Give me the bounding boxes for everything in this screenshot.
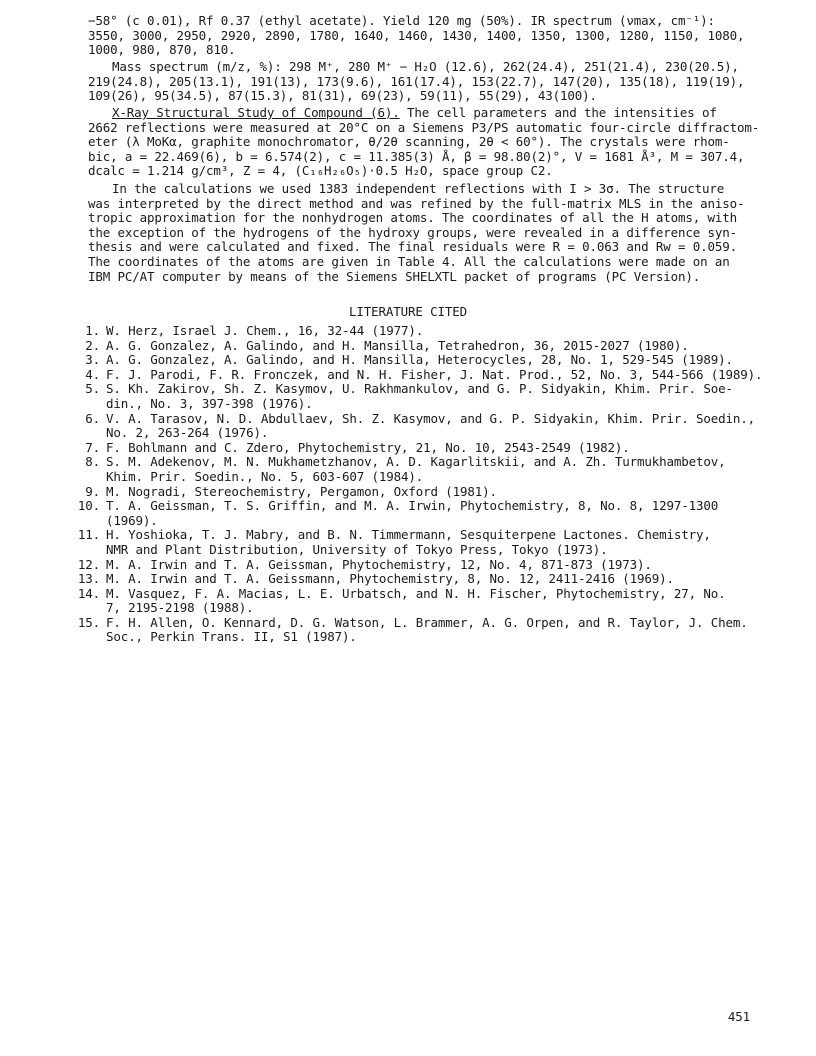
text-line: bic, a = 22.469(6), b = 6.574(2), c = 11.385(3) Å, β = 98.80(2)°, V = 1681 Å³, M = 307.4,	[88, 148, 745, 164]
ir-spectrum-paragraph	[88, 14, 763, 58]
reference-item	[60, 382, 780, 411]
reference-line: W. Herz, Israel J. Chem., 16, 32-44 (1977).	[106, 323, 424, 338]
reference-item	[60, 616, 780, 645]
page-number: 451	[727, 1009, 750, 1024]
text-line: IBM PC/AT computer by means of the Siemens SHELXTL packet of programs (PC Version).	[88, 268, 701, 284]
reference-line: Soc., Perkin Trans. II, S1 (1987).	[106, 629, 357, 645]
reference-text	[100, 368, 762, 383]
reference-line: M. Nogradi, Stereochemistry, Pergamon, Oxford (1981).	[106, 483, 497, 499]
reference-line: M. Vasquez, F. A. Macias, L. E. Urbatsch, and N. H. Fischer, Phytochemistry, 27, No.	[106, 585, 726, 601]
section-heading: X-Ray Structural Study of Compound (6).	[112, 105, 400, 120]
reference-item	[60, 499, 780, 528]
reference-item	[60, 368, 780, 383]
text-line: 3550, 3000, 2950, 2920, 2890, 1780, 1640, 1460, 1430, 1400, 1350, 1300, 1280, 1150, 1080,	[88, 27, 745, 43]
reference-item	[60, 324, 780, 339]
reference-item	[60, 528, 780, 557]
reference-number: 2.	[85, 337, 100, 353]
reference-number: 12.	[77, 556, 100, 572]
reference-line: V. A. Tarasov, N. D. Abdullaev, Sh. Z. Kasymov, and G. P. Sidyakin, Khim. Prir. Soedin.,	[106, 410, 756, 426]
reference-list	[60, 324, 780, 645]
reference-text	[100, 339, 689, 354]
text-line: In the calculations we used 1383 independent reflections with I > 3σ. The structure	[112, 181, 725, 196]
calculations-paragraph	[88, 182, 763, 284]
reference-number: 13.	[77, 571, 100, 587]
reference-number: 5.	[85, 381, 100, 397]
reference-item	[60, 412, 780, 441]
text-line: Mass spectrum (m/z, %): 298 M⁺, 280 M⁺ − H₂O (12.6), 262(24.4), 251(21.4), 230(20.5),	[112, 59, 739, 74]
reference-number: 4.	[85, 366, 100, 382]
text-line: tropic approximation for the nonhydrogen atoms. The coordinates of all the H atoms, with	[88, 210, 738, 226]
text-line: −58° (c 0.01), Rf 0.37 (ethyl acetate). Yield 120 mg (50%). IR spectrum (νmax, cm⁻¹):	[88, 13, 715, 28]
reference-line: M. A. Irwin and T. A. Geissmann, Phytochemistry, 8, No. 12, 2411-2416 (1969).	[106, 571, 674, 587]
reference-number: 9.	[85, 483, 100, 499]
reference-number: 10.	[77, 498, 100, 514]
reference-number: 1.	[85, 323, 100, 338]
reference-line: F. Bohlmann and C. Zdero, Phytochemistry, 21, No. 10, 2543-2549 (1982).	[106, 439, 630, 455]
reference-line: (1969).	[106, 512, 158, 528]
text-line: was interpreted by the direct method and was refined by the full-matrix MLS in the aniso-	[88, 195, 745, 211]
reference-text	[100, 499, 718, 528]
heading-continuation: The cell parameters and the intensities of	[399, 105, 717, 120]
reference-text	[100, 616, 748, 645]
reference-text	[100, 572, 674, 587]
reference-text	[100, 485, 497, 500]
reference-item	[60, 455, 780, 484]
reference-line: S. Kh. Zakirov, Sh. Z. Kasymov, U. Rakhmankulov, and G. P. Sidyakin, Khim. Prir. Soe-	[106, 381, 733, 397]
reference-text	[100, 382, 733, 411]
reference-text	[100, 353, 733, 368]
reference-line: M. A. Irwin and T. A. Geissman, Phytochemistry, 12, No. 4, 871-873 (1973).	[106, 556, 652, 572]
reference-number: 11.	[77, 527, 100, 543]
literature-cited-heading: LITERATURE CITED	[348, 304, 467, 319]
reference-text	[100, 324, 423, 339]
reference-line: H. Yoshioka, T. J. Mabry, and B. N. Timmermann, Sesquiterpene Lactones. Chemistry,	[106, 527, 711, 543]
reference-item	[60, 353, 780, 368]
reference-line: T. A. Geissman, T. S. Griffin, and M. A. Irwin, Phytochemistry, 8, No. 8, 1297-1300	[106, 498, 719, 514]
reference-text	[100, 587, 726, 616]
text-line: The coordinates of the atoms are given in Table 4. All the calculations were made on an	[88, 253, 730, 269]
reference-line: Khim. Prir. Soedin., No. 5, 603-607 (1984).	[106, 468, 424, 484]
text-line: 109(26), 95(34.5), 87(15.3), 81(31), 69(23), 59(11), 55(29), 43(100).	[88, 88, 597, 104]
reference-item	[60, 339, 780, 354]
reference-line: No. 2, 263-264 (1976).	[106, 425, 269, 441]
text-line: thesis and were calculated and fixed. The final residuals were R = 0.063 and Rw = 0.059.	[88, 239, 738, 255]
text-line: 219(24.8), 205(13.1), 191(13), 173(9.6), 161(17.4), 153(22.7), 147(20), 135(18), 119(19),	[88, 73, 745, 89]
reference-line: NMR and Plant Distribution, University of Tokyo Press, Tokyo (1973).	[106, 541, 608, 557]
reference-line: S. M. Adekenov, M. N. Mukhametzhanov, A. D. Kagarlitskii, and A. Zh. Turmukhambetov,	[106, 454, 726, 470]
reference-number: 6.	[85, 410, 100, 426]
reference-line: F. J. Parodi, F. R. Fronczek, and N. H. Fisher, J. Nat. Prod., 52, No. 3, 544-566 (1989).	[106, 366, 763, 382]
mass-spectrum-paragraph	[88, 60, 763, 104]
reference-item	[60, 587, 780, 616]
reference-line: 7, 2195-2198 (1988).	[106, 600, 254, 616]
reference-number: 7.	[85, 439, 100, 455]
reference-item	[60, 572, 780, 587]
reference-text	[100, 528, 711, 557]
text-line: 1000, 980, 870, 810.	[88, 42, 236, 58]
reference-text	[100, 412, 755, 441]
text-line: 2662 reflections were measured at 20°C on a Siemens P3/PS automatic four-circle diffractom-	[88, 119, 760, 135]
reference-number: 8.	[85, 454, 100, 470]
reference-line: din., No. 3, 397-398 (1976).	[106, 395, 313, 411]
text-line: dcalc = 1.214 g/cm³, Z = 4, (C₁₆H₂₆O₅)·0.5 H₂O, space group C2.	[88, 163, 553, 179]
reference-line: A. G. Gonzalez, A. Galindo, and H. Mansilla, Tetrahedron, 36, 2015-2027 (1980).	[106, 337, 689, 353]
reference-line: A. G. Gonzalez, A. Galindo, and H. Mansilla, Heterocycles, 28, No. 1, 529-545 (1989).	[106, 352, 733, 368]
reference-line: F. H. Allen, O. Kennard, D. G. Watson, L. Brammer, A. G. Orpen, and R. Taylor, J. Chem.	[106, 614, 748, 630]
reference-text	[100, 455, 726, 484]
reference-item	[60, 441, 780, 456]
reference-number: 3.	[85, 352, 100, 368]
text-line: eter (λ MoKα, graphite monochromator, θ/2θ scanning, 2θ < 60°). The crystals were rhom-	[88, 134, 730, 150]
xray-study-paragraph	[88, 106, 763, 179]
reference-text	[100, 441, 630, 456]
reference-number: 15.	[77, 614, 100, 630]
text-line: the exception of the hydrogens of the hydroxy groups, were revealed in a difference syn-	[88, 224, 738, 240]
reference-text	[100, 558, 652, 573]
reference-number: 14.	[77, 585, 100, 601]
text-line	[88, 106, 763, 121]
reference-item	[60, 485, 780, 500]
reference-item	[60, 558, 780, 573]
